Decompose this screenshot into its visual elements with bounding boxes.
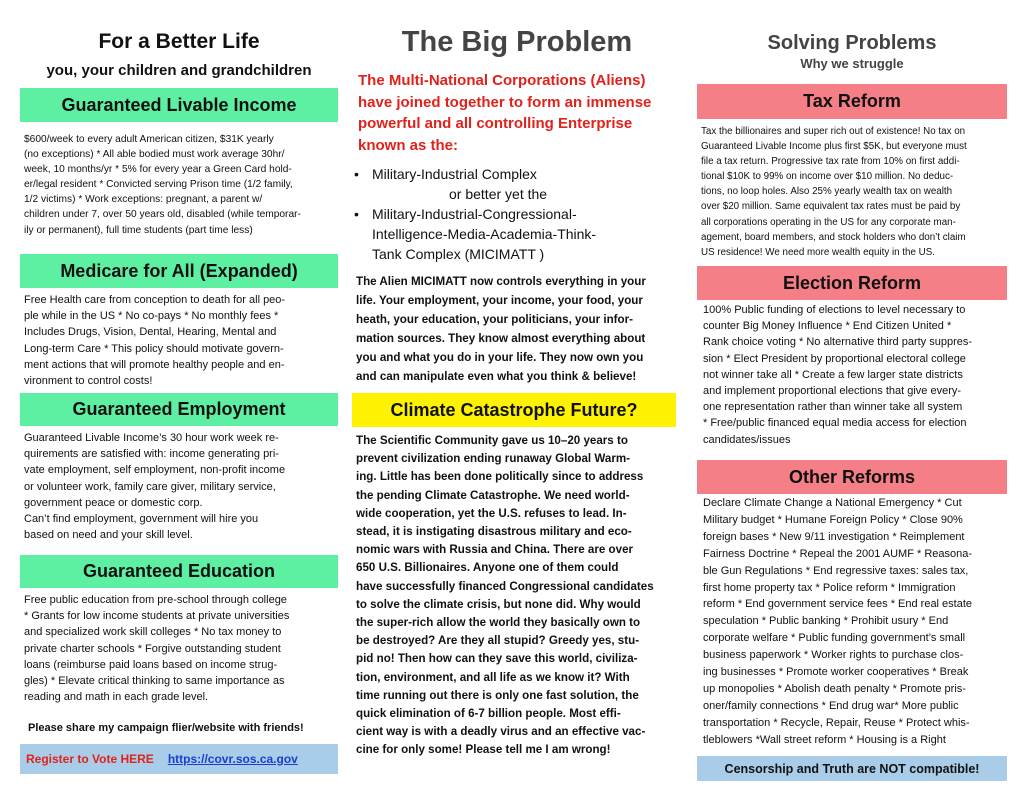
section-heading-education: Guaranteed Education (20, 555, 338, 588)
register-banner (20, 744, 338, 774)
text-line: er/legal resident * Convicted serving Prison time (1/2 family, (24, 179, 293, 191)
text-line: prevent civilization ending runaway Global Warm- (356, 452, 631, 466)
text-line: tional $10K to 99% on income over $10 million. No deduc- (701, 171, 954, 183)
text-line: ing businesses * Promote worker cooperatives * Break (703, 666, 969, 679)
text-line: candidates/issues (703, 433, 791, 446)
text-line: wide cooperation, yet the U.S. refuses to lead. In- (356, 506, 627, 520)
text-line: tion, environment, and all life as we know it? With (356, 670, 630, 684)
section-body-election-reform (703, 302, 1007, 448)
text-line: mation sources. They know almost everything about (356, 332, 646, 345)
text-line: tions, no loop holes. Also 25% yearly wealth tax on wealth (701, 186, 953, 198)
section-body-other-reforms (703, 495, 1007, 749)
text-line: and specialized work skill colleges * No tax money to (24, 626, 282, 639)
text-line: US residence! We need more wealth equity in the US. (701, 246, 935, 258)
text-line: Guaranteed Livable Income’s 30 hour work week re- (24, 432, 279, 444)
footer-banner: Censorship and Truth are NOT compatible! (697, 756, 1007, 781)
text-line: counter Big Money Influence * End Citizen United * (703, 320, 952, 333)
text-line: business paperwork * Worker rights to purchase clos- (703, 649, 964, 662)
section-body-tax-reform (701, 124, 1007, 260)
text-line: oner/family connections * End drug war* More public (703, 699, 959, 712)
text-line: Long-term Care * This policy should motivate govern- (24, 342, 284, 355)
text-line: nomic wars with Russia and China. There are over (356, 543, 634, 557)
text-line: * Grants for low income students at private universities (24, 610, 290, 623)
text-line: vate employment, self employment, non-profit income (24, 464, 286, 477)
text-line: Intelligence-Media-Academia-Think- (372, 226, 597, 242)
right-subtitle: Why we struggle (800, 56, 904, 71)
text-line: Declare Climate Change a National Emergency * Cut (703, 497, 962, 509)
text-line: The Alien MICIMATT now controls everything in your (356, 275, 646, 288)
text-line: up monopolies * Abolish death penalty * Promote pris- (703, 682, 966, 695)
section-body-education (24, 592, 338, 705)
section-heading-climate: Climate Catastrophe Future? (352, 393, 676, 427)
list-item (352, 164, 682, 204)
text-line: corporate welfare * Public funding government’s small (703, 632, 966, 645)
text-line: vironment to control costs! (24, 375, 153, 388)
text-line: ple while in the US * No co-pays * No monthly fees * (24, 310, 279, 323)
text-line: life. Your employment, your income, your food, your (356, 294, 643, 307)
text-line: not winner take all * Create a few larger state districts (703, 368, 963, 381)
text-line: have successfully financed Congressional candidates (356, 579, 654, 593)
text-line: tleblowers *Wall street reform * Housing is a Right (703, 733, 946, 746)
middle-column (352, 0, 682, 791)
text-line: • Military-Industrial Complex (372, 166, 537, 182)
text-line: week, 10 months/yr * 5% for every year a Green Card hold- (24, 164, 292, 176)
text-line: Tank Complex (MICIMATT ) (372, 246, 545, 262)
text-line: • Military-Industrial-Congressional- (372, 206, 577, 222)
text-line: reading and math in each grade level. (24, 691, 209, 704)
list-item (352, 204, 682, 264)
text-line: or better yet the (449, 186, 548, 202)
text-line: pid no! Then how can they save this world, civiliza- (356, 652, 638, 666)
text-line: $600/week to every adult American citizen, $31K yearly (24, 134, 274, 145)
text-line: first home property tax * Police reform * Immigration (703, 581, 956, 594)
text-line: all corporations operating in the US for any corporate man- (701, 216, 956, 228)
text-line: cient way is with a deadly virus and an effective vac- (356, 725, 646, 739)
text-line: have joined together to form an immense (358, 93, 652, 111)
text-line: loans (reimburse paid loans based on income strug- (24, 658, 278, 671)
text-line: quick elimination of 6-7 billion people. Most effi- (356, 707, 621, 721)
text-line: Guaranteed Livable Income plus first $5K, but everyone must (701, 141, 967, 153)
text-line: Fairness Doctrine * Repeal the 2001 AUMF * Reasona- (703, 547, 973, 560)
text-line: over $20 million. Same equivalent tax rates must be paid by (701, 201, 961, 213)
text-line: foreign bases * New 9/11 investigation * Reimplement (703, 530, 965, 543)
text-line: ble Gun Regulations * End regressive taxes: sales tax, (703, 564, 969, 577)
text-line: be destroyed? Are they all stupid? Greedy yes, stu- (356, 634, 640, 648)
text-line: one representation rather than winner take all system (703, 401, 963, 414)
register-label: Register to Vote HERE (26, 752, 154, 766)
text-line: Military budget * Humane Foreign Policy * Close 90% (703, 513, 963, 526)
section-heading-livable-income: Guaranteed Livable Income (20, 88, 338, 122)
text-line: cine for only some! Please tell me I am wrong! (356, 743, 611, 757)
text-line: and implement proportional elections that give every- (703, 385, 962, 398)
text-line: Tax the billionaires and super rich out of existence! No tax on (701, 126, 966, 137)
micimatt-paragraph (356, 272, 682, 386)
text-line: file a tax return. Progressive tax rate from 10% on first addi- (701, 156, 960, 168)
text-line: to solve the climate crisis, but none did. Why would (356, 597, 641, 611)
text-line: private charter schools * Forgive outstanding student (24, 642, 281, 655)
section-body-medicare (24, 292, 338, 389)
text-line: The Scientific Community gave us 10–20 years to (356, 434, 628, 447)
text-line: 100% Public funding of elections to level necessary to (703, 304, 966, 316)
text-line: the pending Climate Catastrophe. We need world- (356, 488, 630, 502)
middle-title: The Big Problem (401, 26, 633, 58)
section-body-livable-income (24, 132, 338, 238)
text-line: agement, board members, and stock holders who don’t claim (701, 231, 966, 243)
text-line: 650 U.S. Billionaires. Anyone one of them could (356, 561, 619, 575)
text-line: powerful and all controlling Enterprise (358, 115, 633, 132)
right-title: Solving Problems (767, 32, 937, 54)
text-line: time running out there is only one fast solution, the (356, 688, 639, 702)
section-heading-medicare: Medicare for All (Expanded) (20, 254, 338, 288)
text-line: ily or permanent), full time students (part time less) (24, 224, 253, 236)
text-line: you and what you do in your life. They now own you (356, 351, 644, 364)
text-line: known as the: (358, 136, 459, 154)
text-line: reform * End government service fees * End real estate (703, 598, 973, 611)
climate-paragraph (356, 432, 682, 760)
register-link[interactable]: https://covr.sos.ca.gov (167, 752, 298, 766)
text-line: stead, it is instigating disastrous military and eco- (356, 525, 632, 539)
text-line: Can’t find employment, government will hire you (24, 513, 259, 526)
left-title: For a Better Life (98, 30, 260, 53)
text-line: and can manipulate even what you think & believe! (356, 370, 637, 383)
text-line: The Multi-National Corporations (Aliens) (358, 72, 646, 89)
text-line: ment actions that will promote healthy people and en- (24, 358, 285, 371)
text-line: ing. Little has been done politically since to address (356, 470, 644, 484)
text-line: or volunteer work, family care giver, military service, (24, 480, 276, 493)
text-line: transportation * Recycle, Repair, Reuse * Protect whis- (703, 716, 970, 729)
text-line: speculation * Public banking * Prohibit usury * End (703, 615, 949, 628)
section-heading-employment: Guaranteed Employment (20, 393, 338, 426)
micimatt-list (352, 164, 682, 264)
text-line: gles) * Elevate critical thinking to same importance as (24, 675, 285, 688)
text-line: government peace or domestic corp. (24, 496, 203, 509)
section-heading-election-reform: Election Reform (697, 266, 1007, 300)
intro-text (358, 70, 682, 156)
text-line: * Free/public financed equal media access for election (703, 417, 967, 430)
text-line: heath, your education, your politicians, your infor- (356, 313, 633, 326)
share-text: Please share my campaign flier/website with friends! (28, 722, 304, 734)
text-line: sion * Elect President by proportional electoral college (703, 352, 966, 365)
text-line: Rank choice voting * No alternative third party suppres- (703, 336, 973, 349)
right-column (697, 0, 1007, 791)
text-line: Includes Drugs, Vision, Dental, Hearing, Mental and (24, 326, 277, 339)
text-line: (no exceptions) * All able bodied must work average 30hr/ (24, 149, 285, 161)
left-subtitle: you, your children and grandchildren (46, 62, 312, 79)
text-line: children under 7, over 50 years old, disabled (while temporar- (24, 209, 301, 221)
text-line: 1/2 victims) * Work exceptions: pregnant, a parent w/ (24, 194, 263, 206)
text-line: the super-rich allow the world they basically own to (356, 616, 641, 630)
section-heading-other-reforms: Other Reforms (697, 460, 1007, 494)
section-heading-tax-reform: Tax Reform (697, 84, 1007, 119)
text-line: based on need and your skill level. (24, 529, 193, 542)
section-body-employment (24, 430, 338, 543)
left-column (20, 0, 338, 791)
text-line: Free public education from pre-school through college (24, 594, 287, 606)
text-line: quirements are satisfied with: income generating pri- (24, 448, 279, 461)
text-line: Free Health care from conception to death for all peo- (24, 294, 286, 306)
